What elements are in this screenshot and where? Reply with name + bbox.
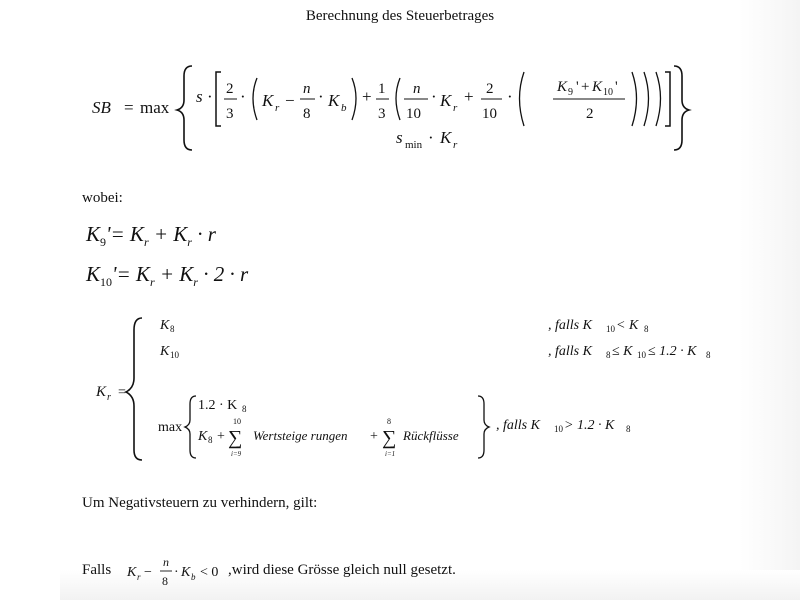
sb-plus1: +	[362, 87, 372, 106]
kr-sum1-top: 10	[233, 417, 241, 426]
falls-kb-sub: b	[191, 572, 196, 582]
falls-n: n	[163, 555, 169, 569]
sb-dot3: ·	[318, 87, 324, 106]
sb-frac3-num: n	[413, 81, 421, 97]
kr-case2-sub: 10	[170, 350, 179, 360]
sb-eq: =	[124, 98, 134, 117]
sb-frac1-num: 2	[226, 81, 234, 97]
sb-k9-sub: 9	[568, 87, 573, 98]
sb-frac5-den: 2	[586, 106, 594, 122]
sb-prime1: '	[576, 79, 579, 95]
kr-lhs: K	[96, 384, 107, 400]
sb-dot5: ·	[507, 87, 513, 106]
sb-smin-sub: min	[405, 139, 423, 151]
sb-frac-8: 8	[303, 106, 311, 122]
kr-case3-cond-sub: 10	[554, 424, 563, 434]
falls-prefix: Falls	[82, 562, 112, 578]
kr-case2-val: K	[160, 344, 170, 359]
falls-8: 8	[162, 574, 168, 588]
kr-case1-val: K	[160, 318, 170, 333]
sb-dot6: ·	[428, 128, 434, 147]
sb-plus2: +	[464, 87, 474, 106]
falls-suffix: ,wird diese Grösse gleich null gesetzt.	[228, 562, 456, 578]
sb-dot1: ·	[207, 87, 213, 106]
kr-case1-cond-sub: 10	[606, 324, 615, 334]
sb-smin: s	[396, 128, 403, 147]
kr-case1-sub: 8	[170, 324, 175, 334]
sb-s: s	[196, 87, 203, 106]
falls-kr-sub: r	[137, 572, 141, 582]
sb-k10: K	[592, 79, 603, 95]
kr-case3-cond: , falls K	[496, 418, 540, 433]
sb-dot4: ·	[431, 87, 437, 106]
kr-case1-cond: , falls K	[548, 318, 592, 333]
sb-plus3: +	[581, 79, 590, 95]
kr-inner2a-sub: 8	[208, 435, 213, 445]
formula-k10: $K_{10}'= K_r + K_r \cdot 2 \cdot r$	[86, 262, 249, 290]
kr-case2-cond-sub3: 8	[706, 350, 711, 360]
sb-kr1: K	[262, 91, 274, 110]
falls-minus: −	[144, 565, 152, 580]
sb-kb: K	[328, 91, 340, 110]
kr-case2-cond-rest: ≤ K	[612, 344, 633, 359]
sb-minus1: −	[285, 91, 295, 110]
sb-frac2-den: 3	[378, 106, 386, 122]
sb-kr3: K	[440, 128, 452, 147]
document-title: Berechnung des Steuerbetrages	[305, 8, 495, 24]
kr-case3-cond-sub2: 8	[626, 424, 631, 434]
sb-frac-n: n	[303, 81, 311, 97]
sb-prime2: '	[615, 79, 618, 95]
sb-k10-sub: 10	[603, 87, 613, 98]
kr-inner2a: K	[198, 429, 208, 444]
sb-frac4-num: 2	[486, 81, 494, 97]
negativ-text: Um Negativsteuern zu verhindern, gilt:	[82, 495, 318, 511]
kr-case1-cond-sub2: 8	[644, 324, 649, 334]
kr-sum2-top: 8	[387, 417, 391, 426]
sb-kr3-sub: r	[453, 139, 458, 151]
sb-frac3-den: 10	[406, 106, 421, 122]
kr-rueck: Rückflüsse	[403, 428, 459, 443]
falls-dot: ·	[174, 565, 179, 580]
sb-k9: K	[557, 79, 568, 95]
wobei-label: wobei:	[82, 190, 123, 206]
sb-kr2-sub: r	[453, 102, 458, 114]
kr-inner1: 1.2 · K	[198, 398, 238, 413]
falls-kr: K	[127, 565, 137, 580]
kr-case2-cond-sub2: 10	[637, 350, 646, 360]
sb-kb-sub: b	[341, 102, 347, 114]
kr-case2-cond: , falls K	[548, 344, 592, 359]
falls-kb: K	[181, 565, 191, 580]
kr-case3-cond-rest: > 1.2 · K	[564, 418, 615, 433]
kr-inner1-sub: 8	[242, 404, 247, 414]
kr-sum2: ∑	[382, 427, 397, 449]
kr-sum1: ∑	[228, 427, 243, 449]
sb-dot2: ·	[240, 87, 246, 106]
kr-case2-cond-sub: 8	[606, 350, 611, 360]
falls-lt: < 0	[200, 565, 219, 580]
sb-kr2: K	[440, 91, 452, 110]
sb-kr1-sub: r	[275, 102, 280, 114]
kr-plus2: +	[370, 429, 378, 444]
sb-lhs: SB	[92, 98, 111, 117]
sb-max: max	[140, 98, 170, 117]
kr-eq: =	[118, 385, 126, 400]
kr-case2-cond-rest2: ≤ 1.2 · K	[648, 344, 697, 359]
sb-frac2-num: 1	[378, 81, 386, 97]
kr-wert: Wertsteige rungen	[253, 428, 348, 443]
formula-k9: $K_9'= K_r + K_r \cdot r$	[86, 222, 216, 250]
kr-plus1: +	[217, 429, 225, 444]
kr-lhs-sub: r	[107, 392, 111, 403]
kr-sum1-bottom: i=9	[231, 450, 242, 458]
kr-case1-cond-rest: < K	[616, 318, 639, 333]
sb-frac1-den: 3	[226, 106, 234, 122]
sb-frac4-den: 10	[482, 106, 497, 122]
kr-sum2-bottom: i=1	[385, 450, 396, 458]
kr-max: max	[158, 420, 183, 435]
